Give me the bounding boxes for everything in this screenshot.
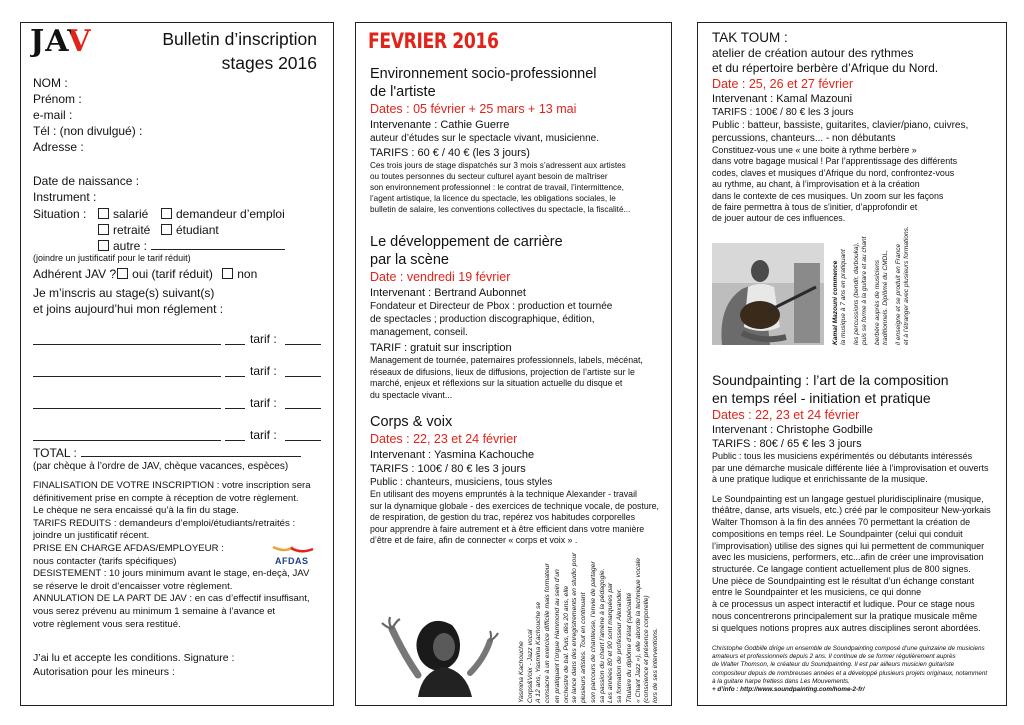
total-row: TOTAL : — [33, 445, 323, 461]
workshops-panel: TAK TOUM : atelier de création autour des rythmes et du répertoire berbère d’Afrique du Nord. Date : 25, 26 et 27 février Intervenant : Kamal Mazouni TARIFS : 100€ / 80 € les 3 jours Public : batteur, bassiste, guitarites, clavier/piano, cuivres, percussions, chanteurs... - non débutants Constituez-vous une « une boite à rythme berbère » dans votre bagage musical ! Par l’apprentissage des différents codes, claves et musiques d’Afrique du nord, confrontez-vous au rythme, au chant, à l’improvisation et à la création dans le contexte de ces musiques. Un zoom sur les façons de faire permettra à tous de s’initier, d’approfondir et de jouer autour de ces influences. Kamal Mazouni commence la musique à 7 ans en pratiquant les percussions (bendir, darbouka), puis se forme à la guitare et au chant berbère auprès de musiciens traditionnels. Diplômé du CMDL, il enseigne et se produit en France et à l’étranger avec plusieurs formations. Soundpainting : l’art de la composition en temps réel - initiation et pratique Dates : 22, 23 et 24 février Intervenant : Christophe Godbille TARIFS : 80€ / 65 € les 3 jours Public : tous les musiciens expérimentés ou débutants intéressés par une démarche musicale différente liée à l’improvisation et ouverts à une pratique ludique et enrichissante de la musique. Le Soundpainting est un langage gestuel pluridisciplinaire (musique, théâtre, danse, arts visuels, etc.) créé par le compositeur New-yorkais Walter Thomson à la fin des années 70 permettant la création de compositions en temps réel. Le Soundpainter (celui qui conduit l’improvisation) utilise des signes qui lui permettent de communiquer avec les musiciens, performers, etc...afin de créer une improvisation structurée. Ce langage contient actuellement plus de 800 signes. Une pièce de Soundpainting est le résultat d’un échange constant entre le Soundpainter et les musiciens, ce qui donne à ce processus un aspect interactif et ludique. Pour ce stage nous nous concentrerons principalement sur la pratique musicale même si quelques notions propres aux autres disciplines seront abordées. Christophe Godbille dirige un ensemble de Soundpainting composé d’une quinzaine de musiciens amateurs et professionnels depuis 2 ans. Il continue de se former régulièrement auprès de Walter Thomson, le créateur du Soundpainting. Il est par ailleurs musicien guitariste compositeur depuis de nombreuses années et a développé plusieurs projets originaux, notamment à la guitare harpe fretless dans Les Mouvements. + d’info : http://www.soundpainting.com/home-2-fr/ — [697, 22, 1007, 706]
stage-title: Le développement de carrière — [370, 234, 563, 250]
stage-title-2: de l'artiste — [370, 84, 436, 100]
afdas-logo: AFDAS — [271, 545, 317, 569]
stage-title-2: en temps réel - initiation et pratique — [712, 390, 931, 406]
stage-tak-toum: TAK TOUM : atelier de création autour des rythmes et du répertoire berbère d’Afrique du Nord. Date : 25, 26 et 27 février Intervenant : Kamal Mazouni TARIFS : 100€ / 80 € les 3 jours Public : batteur, bassiste, guitarites, clavier/piano, cuivres, percussions, chanteurs... - non débutants Constituez-vous une « une boite à rythme berbère » dans votre bagage musical ! Par l’apprentissage des différents codes, claves et musiques d’Afrique du nord, confrontez-vous au rythme, au chant, à l’improvisation et à la création dans le contexte de ces musiques. Un zoom sur les façons de faire permettra à tous de s’initier, d’approfondir et de jouer autour de ces influences. — [712, 29, 1002, 225]
guitarist-photo — [712, 243, 824, 345]
stage-title: Environnement socio-professionnel — [370, 66, 597, 82]
justif-note: (joindre un justificatif pour le tarif réduit) — [33, 253, 191, 263]
birth-field[interactable]: Date de naissance : — [33, 174, 140, 188]
stage-dates: Dates : 22, 23 et 24 février — [370, 432, 518, 446]
field-email[interactable]: e-mail : — [33, 108, 73, 122]
cheque-note: (par chèque à l’ordre de JAV, chèque vacances, espèces) — [33, 461, 289, 472]
stage-speaker: Intervenant : Kamal Mazouni — [712, 93, 853, 105]
registration-form-panel — [20, 22, 334, 706]
checkbox-retraite[interactable] — [98, 224, 109, 235]
stage-public: Public : tous les musiciens expérimentés ou débutants intéressés par une démarche musicale différente liée à l’improvisation et ouverts à une pratique ludique et enrichissante de la musique. — [712, 451, 989, 485]
stage-dates: Date : vendredi 19 février — [370, 270, 511, 284]
checkbox-etudiant[interactable] — [161, 224, 172, 235]
stage-soundpainting — [712, 371, 1004, 634]
stage-tarifs: TARIFS : 100€ / 80 € les 3 jours — [370, 463, 526, 475]
stage-dates: Dates : 05 février + 25 mars + 13 mai — [370, 102, 577, 116]
checkbox-adherent-non[interactable] — [222, 268, 233, 279]
situation-group: Situation : salarié demandeur d’emploi retraité étudiant autre : — [33, 207, 285, 253]
stage-speaker: Intervenant : Bertrand Aubonnet — [370, 287, 526, 299]
stage-description: En utilisant des moyens empruntés à la technique Alexander - travail sur la dynamique globale - des exercices de technique vocale, de posture, de respiration, de gestion du trac, repérez vos habitudes corporelles pour apprendre à faire autrement et à être efficient dans votre manière d’être et de faire, afin de connecter « corps et voix » . — [370, 489, 660, 546]
total-input[interactable] — [81, 447, 301, 457]
month-heading: FEVRIER 2016 — [368, 29, 499, 53]
stage-description: Constituez-vous une « une boite à rythme berbère » dans votre bagage musical ! Par l’apprentissage des différents codes, claves et musiques d’Afrique du nord, confrontez-vous au rythme, au chant, à l’improvisation et à la création dans le contexte de ces musiques. Un zoom sur les façons de faire permettra à tous de s’initier, d’approfondir et de jouer autour de ces influences. — [712, 145, 958, 224]
info-link[interactable]: + d’info : http://www.soundpainting.com/home-2-fr/ — [712, 686, 865, 694]
stage-environnement: Environnement socio-professionnel de l'artiste Dates : 05 février + 25 mars + 13 mai Intervenante : Cathie Guerre auteur d’études sur le spectacle vivant, musicienne. TARIFS : 60 € / 40 € (les 3 jours) Ces trois jours de stage dispatchés sur 3 mois s’adressent aux artistes ou toutes personnes du secteur culturel ayant besoin de maîtriser son environnement professionnel : le contrat de travail, l’intermittence, l’agent artistique, la licence du spectacle, les obligations sociales, le bulletin de salaire, les conventions collectives du spectacle, la fiscalité... — [370, 65, 666, 215]
stage-line-1[interactable]: tarif : — [33, 331, 328, 363]
stage-dates: Dates : 22, 23 et 24 février — [712, 408, 860, 422]
situation-label: Situation : — [33, 207, 87, 221]
stage-tarifs: TARIFS : 80€ / 65 € les 3 jours — [712, 438, 862, 450]
stage-title-2: par la scène — [370, 252, 449, 268]
stage-speaker: Intervenant : Yasmina Kachouche — [370, 449, 535, 461]
stage-line-3[interactable]: tarif : — [33, 395, 328, 427]
godbille-bio: Christophe Godbille dirige un ensemble de Soundpainting composé d’une quinzaine de musiciens amateurs et professionnels depuis 2 ans. Il continue de se former régulièrement auprès de Walter Thomson, le créateur du Soundpainting. Il est par ailleurs musicien guitariste compositeur depuis de nombreuses années et a développé plusieurs projets originaux, notamment à la guitare harpe fretless dans Les Mouvements. + d’info : http://www.soundpainting.com/home-2-fr/ — [712, 645, 1004, 694]
checkbox-autre[interactable] — [98, 240, 109, 251]
stage-title: TAK TOUM : — [712, 30, 788, 45]
february-stages-panel: FEVRIER 2016 Environnement socio-professionnel de l'artiste Dates : 05 février + 25 mars + 13 mai Intervenante : Cathie Guerre auteur d’études sur le spectacle vivant, musicienne. TARIFS : 60 € / 40 € (les 3 jours) Ces trois jours de stage dispatchés sur 3 mois s’adressent aux artistes ou toutes personnes du secteur culturel ayant besoin de maîtriser son environnement professionnel : le contrat de travail, l’intermittence, l’agent artistique, la licence du spectacle, les obligations sociales, le bulletin de salaire, les conventions collectives du spectacle, la fiscalité... Le développement de carrière par la scène Date : vendredi 19 février Intervenant : Bertrand Aubonnet Fondateur et Directeur de Pbox : production et tournée de spectacles ; production discographique, édition, management, conseil. TARIF : gratuit sur inscription Management de tournée, paternaires professionnels, labels, mécénat, réseaux de difusions, lieux de diffusions, projection de l’artiste sur le marché, enjeux et réflexions sur la situation actuelle du disque et du spectacle vivant... Corps & voix Dates : 22, 23 et 24 février Intervenant : Yasmina Kachouche TARIFS : 100€ / 80 € les 3 jours Public : chanteurs, musiciens, tous styles En utilisant des moyens empruntés à la technique Alexander - travail sur la dynamique globale - des exercices de technique vocale, de posture, de respiration, de gestion du trac, repérez vos habitudes corporelles pour apprendre à faire autrement et à être efficient dans votre manière d’être et de faire, afin de connecter « corps et voix » . Yasmina Kachouche Corps&Voix - Jazz vocal A 12 ans, Yasmina Kachouche se consacre à un exercice difficile mais formateur en pratiquant l’orgue Hammond au sein d’un orchestre de bal. Puis, dès 20 ans, elle se lance dans des enregistrements en studio pour plusieurs artistes. Tout en continuant son parcours de chanteuse, l’envie de partager sa passion du chant l’amène à la pédagogie. Les années 80 et 90 sont marquées par sa formation de professeur Alexander. Titulaire du diplôme d’état (spécialité « Chant Jazz »), elle aborde la technique vocale (conscience et présence corporelle) lors de ses interventions. — [355, 22, 672, 706]
speaker-role: Fondateur et Directeur de Pbox : production et tournée de spectacles ; production discographique, édition, management, conseil. — [370, 301, 613, 338]
stage-corps-voix — [370, 413, 668, 547]
singer-photo-image — [374, 595, 514, 697]
stage-carriere — [370, 233, 666, 401]
stage-speaker: Intervenante : Cathie Guerre — [370, 119, 510, 131]
stage-title: Corps & voix — [370, 414, 453, 430]
guitarist-photo-image — [712, 243, 824, 345]
stage-description: Ces trois jours de stage dispatchés sur 3 mois s’adressent aux artistes ou toutes personnes du secteur culturel ayant besoin de maîtriser son environnement professionnel : le contrat de travail, l’intermittence, l’agent artistique, la licence du spectacle, les obligations sociales, le bulletin de salaire, les conventions collectives du spectacle, la fiscalité... — [370, 161, 631, 214]
stage-public: Public : chanteurs, musiciens, tous styles — [370, 477, 553, 488]
stage-tarifs: TARIFS : 60 € / 40 € (les 3 jours) — [370, 147, 530, 159]
field-tel[interactable]: Tél : (non divulgué) : — [33, 124, 143, 138]
stage-line-4[interactable]: tarif : — [33, 427, 328, 447]
stage-speaker: Intervenant : Christophe Godbille — [712, 424, 873, 436]
instrument-field[interactable]: Instrument : — [33, 190, 97, 204]
field-prenom[interactable]: Prénom : — [33, 92, 82, 106]
singer-photo — [374, 595, 514, 697]
stage-tarifs: TARIFS : 100€ / 80 € les 3 jours — [712, 107, 854, 118]
stage-description: Management de tournée, paternaires professionnels, labels, mécénat, réseaux de difusions, lieux de diffusions, projection de l’artiste sur le marché, enjeux et réflexions sur la situation actuelle du disque et du spectacle vivant... — [370, 355, 643, 400]
signature-block: J’ai lu et accepte les conditions. Signature : Autorisation pour les mineurs : — [33, 652, 235, 678]
stage-dates: Date : 25, 26 et 27 février — [712, 77, 854, 91]
inscription-text: Je m’inscris au stage(s) suivant(s) et joins aujourd’hui mon réglement : — [33, 286, 224, 316]
field-nom[interactable]: NOM : — [33, 76, 68, 90]
form-title-line2: stages 2016 — [221, 53, 317, 73]
adherent-row: Adhérent JAV ? oui (tarif réduit) non — [33, 267, 258, 281]
checkbox-adherent-oui[interactable] — [117, 268, 128, 279]
form-title-line1: Bulletin d’inscription — [162, 29, 317, 49]
stage-tarifs: TARIF : gratuit sur inscription — [370, 342, 512, 354]
stage-title: Soundpainting : l’art de la composition — [712, 372, 949, 388]
form-title — [162, 27, 317, 75]
stage-description: Le Soundpainting est un langage gestuel pluridisciplinaire (musique, théâtre, danse, arts visuels, etc.) créé par le compositeur New-yorkais Walter Thomson à la fin des années 70 permettant la création de compositions en temps réel. Le Soundpainter (celui qui conduit l’improvisation) utilise des signes qui lui permettent de communiquer avec les musiciens, performers, etc...afin de créer une improvisation structurée. Ce langage contient actuellement plus de 800 signes. Une pièce de Soundpainting est le résultat d’un échange constant entre le Soundpainter et les musiciens, ce qui donne à ce processus un aspect interactif et ludique. Pour ce stage nous nous concentrerons principalement sur la pratique musicale même si quelques notions propres aux autres disciplines seront abordées. — [712, 493, 991, 633]
stage-lines — [33, 331, 328, 447]
conditions: FINALISATION DE VOTRE INSCRIPTION : votre inscription sera définitivement prise en compte à réception de votre règlement. Le chèque ne sera encaissé qu’à la fin du stage. TARIFS REDUITS : demandeurs d’emploi/étudiants/retraités : joindre un justificatif récent. PRISE EN CHARGE AFDAS/EMPLOYEUR : nous contacter (tarifs spécifiques) DESISTEMENT : 10 jours minimum avant le stage, en-deçà, JAV se réserve le droit d’encaisser votre règlement. ANNULATION DE LA PART DE JAV : en cas d’effectif insuffisant, vous serez prévenu au minimum 1 semaine à l’avance et votre règlement vous sera restitué. — [33, 480, 311, 630]
checkbox-salarie[interactable] — [98, 208, 109, 219]
identity-fields — [33, 75, 142, 155]
stage-public: Public : batteur, bassiste, guitarites, clavier/piano, cuivres, percussions, chanteurs... - non débutants — [712, 120, 969, 144]
field-adresse[interactable]: Adresse : — [33, 140, 84, 154]
checkbox-demandeur[interactable] — [161, 208, 172, 219]
autre-input[interactable] — [151, 240, 285, 250]
stage-line-2[interactable]: tarif : — [33, 363, 328, 395]
jav-logo: JAV — [30, 24, 92, 59]
